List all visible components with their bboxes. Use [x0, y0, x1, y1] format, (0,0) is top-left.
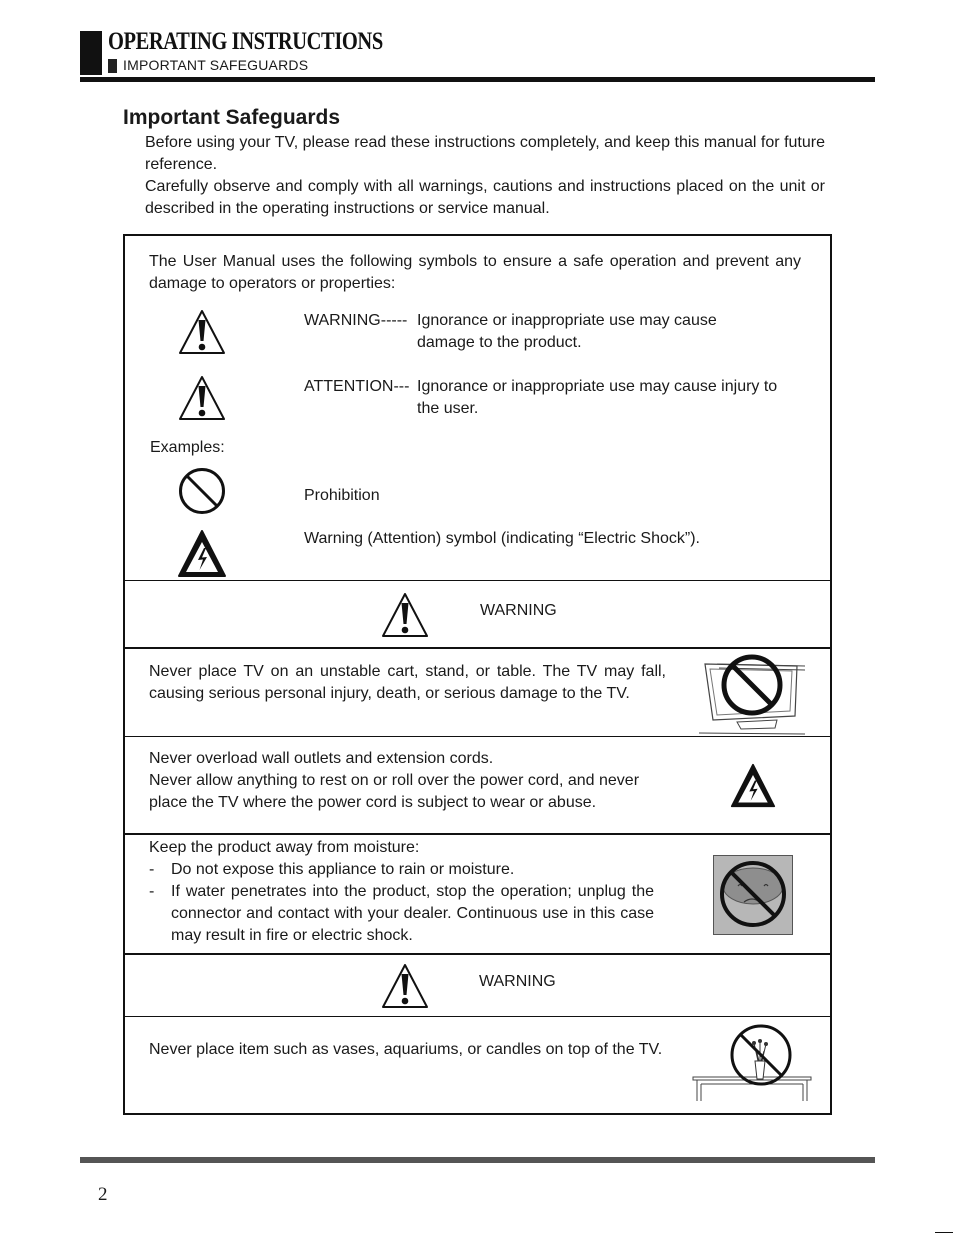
page-heading: Important Safeguards	[123, 106, 341, 129]
warning-label: WARNING-----	[304, 312, 408, 329]
warning-banner-label: WARNING	[479, 973, 556, 990]
electric-shock-icon	[177, 529, 227, 579]
unstable-cart-warning: Never place TV on an unstable cart, stand, or table. The TV may fall, causing serious personal injury, death, or serious damage to the TV.	[149, 663, 666, 702]
outlet-line-2: Never allow anything to rest on or roll over the power cord, and never place the TV where the power cord is subject to wear or abuse.	[149, 772, 640, 811]
intro-paragraph-2: Carefully observe and comply with all warnings, cautions and instructions placed on the unit or described in the operating instructions or service manual.	[145, 178, 825, 217]
attention-triangle-icon	[177, 374, 227, 422]
moisture-bullet: - If water penetrates into the product, stop the operation; unplug the connector and contact with your dealer. Continuous use in this case may result in fire or electric shock.	[149, 881, 654, 947]
outlet-line-1: Never overload wall outlets and extension cords.	[149, 750, 494, 767]
vases-warning: Never place item such as vases, aquariums, or candles on top of the TV.	[149, 1041, 663, 1058]
falling-tv-prohibition-icon	[697, 652, 809, 736]
moisture-warning	[149, 837, 654, 947]
divider	[123, 953, 830, 955]
moisture-bullet: - Do not expose this appliance to rain or moisture.	[149, 859, 654, 881]
divider	[123, 736, 830, 737]
prohibition-icon	[177, 466, 227, 516]
attention-description: Ignorance or inappropriate use may cause injury to the user.	[417, 378, 778, 417]
warning-triangle-icon	[177, 308, 227, 356]
attention-label: ATTENTION---	[304, 378, 410, 395]
divider	[123, 580, 830, 581]
electric-shock-label: Warning (Attention) symbol (indicating “Electric Shock”).	[304, 530, 700, 547]
section-subtitle: IMPORTANT SAFEGUARDS	[123, 57, 309, 73]
outlet-warning	[149, 748, 669, 814]
rain-prohibition-icon	[714, 856, 792, 934]
intro-paragraph-1: Before using your TV, please read these instructions completely, and keep this manual for future reference.	[145, 134, 825, 173]
moisture-prohibition-image	[713, 855, 793, 935]
divider	[123, 647, 830, 649]
electric-shock-icon	[730, 763, 776, 809]
header-black-block	[80, 31, 102, 75]
intro-text	[145, 132, 825, 220]
page-number: 2	[98, 1184, 108, 1205]
vase-on-tv-prohibition-icon	[692, 1021, 814, 1103]
divider	[123, 1016, 830, 1017]
section-marker	[108, 59, 117, 73]
warning-banner-label: WARNING	[480, 602, 557, 619]
moisture-title: Keep the product away from moisture:	[149, 839, 420, 856]
examples-label: Examples:	[150, 439, 225, 456]
document-title: OPERATING INSTRUCTIONS	[108, 28, 383, 55]
warning-triangle-icon	[380, 591, 430, 639]
warning-description: Ignorance or inappropriate use may cause damage to the product.	[417, 312, 717, 351]
symbols-intro: The User Manual uses the following symbols to ensure a safe operation and prevent any damage to operators or properties:	[149, 253, 801, 292]
prohibition-label: Prohibition	[304, 487, 380, 504]
footer-rule	[80, 1157, 875, 1163]
divider	[123, 833, 830, 835]
header-rule	[80, 77, 875, 82]
warning-triangle-icon	[380, 962, 430, 1010]
